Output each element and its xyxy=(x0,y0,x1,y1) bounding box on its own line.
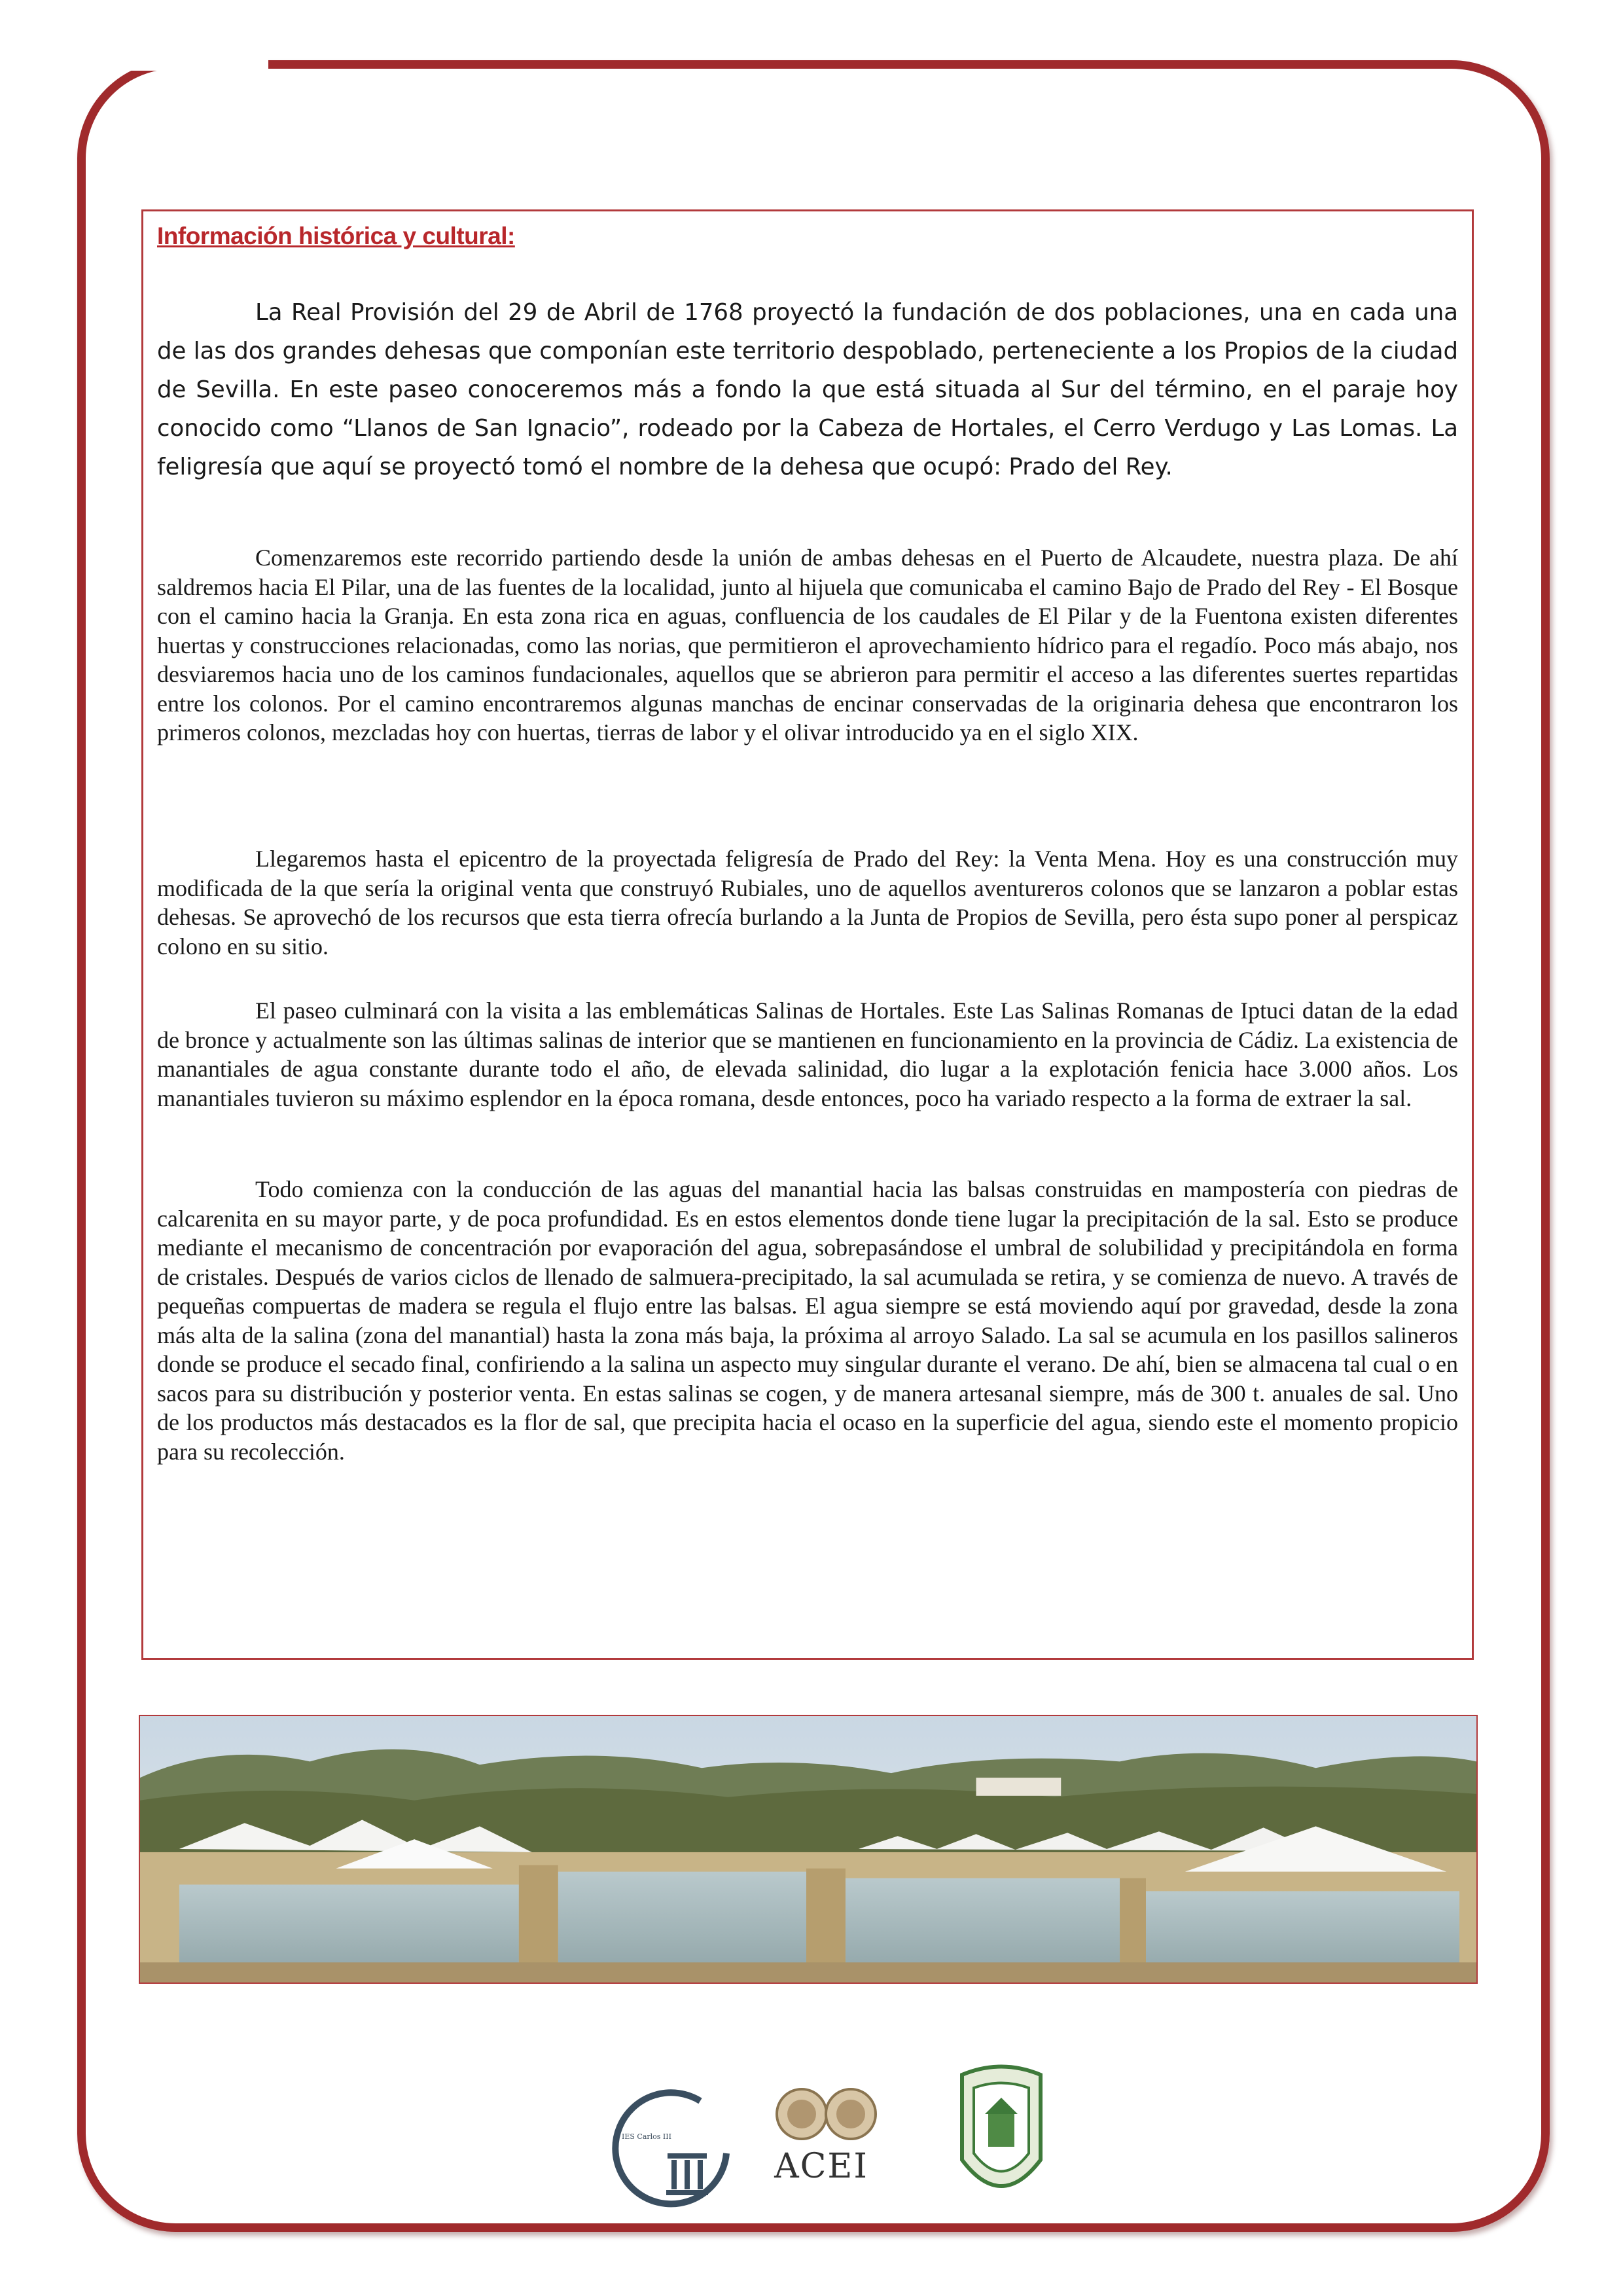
section-heading: Información histórica y cultural: xyxy=(157,223,515,249)
paragraph-intro: La Real Provisión del 29 de Abril de 1768 proyectó la fundación de dos poblaciones, una en cada una de las dos grandes dehesas que componían este territorio despoblado, perteneciente a los Propios de la ciudad de Sevilla. En este paseo conoceremos más a fondo la que está situada al Sur del término, en el paraje hoy conocido como “Llanos de San Ignacio”, rodeado por la Cabeza de Hortales, el Cerro Verdugo y Las Lomas. La feligresía que aquí se proyectó tomó el nombre de la dehesa que ocupó: Prado del Rey. xyxy=(157,299,1458,480)
paragraph-salt-process: Todo comienza con la conducción de las aguas del manantial hacia las balsas construidas en mampostería con piedras de calcarenita en su mayor parte, y de poca profundidad. Es en estos elementos donde tiene lugar la precipitación de la sal. Esto se produce mediante el mecanismo de concentración por evaporación del agua, sobrepasándose el umbral de solubilidad y precipitándola en forma de cristales. Después de varios ciclos de llenado de salmuera-precipitado, la sal acumulada se retira, y se comienza de nuevo. A través de pequeñas compuertas de madera se regula el flujo entre las balsas. El agua siempre se está moviendo aquí por gravedad, desde la zona más alta de la salina (zona del manantial) hasta la zona más baja, la próxima al arroyo Salado. La sal se acumula en los pasillos salineros donde se produce el secado final, confiriendo a la salina un aspecto muy singular durante el verano. De ahí, bien se almacena tal cual o en sacos para su distribución y posterior venta. En estas salinas se cogen, y de manera artesanal siempre, más de 300 t. anuales de sal. Uno de los productos más destacados es la flor de sal, que precipita hacia el ocaso en la superficie del agua, siendo este el momento propicio para su recolección. xyxy=(157,1176,1458,1465)
ies-carlos-iii-logo xyxy=(602,2075,740,2212)
acei-logo-text: ACEI xyxy=(774,2147,868,2186)
ies-logo-text: IES Carlos III xyxy=(622,2132,671,2141)
paragraph-salinas: El paseo culminará con la visita a las emblemáticas Salinas de Hortales. Este Las Salinas Romanas de Iptuci datan de la edad de bronce y actualmente son las últimas salinas de interior que se mantienen en funcionamiento en la provincia de Cádiz. La existencia de manantiales de agua constante durante todo el año, de elevada salinidad, dio lugar a la explotación fenicia hace 3.000 años. Los manantiales tuvieron su máximo esplendor en la época romana, desde entonces, poco ha variado respecto a la forma de extraer la sal. xyxy=(157,997,1458,1111)
salinas-photo xyxy=(139,1715,1478,1984)
frame-gap xyxy=(92,47,268,71)
paragraph-route-start: Comenzaremos este recorrido partiendo desde la unión de ambas dehesas en el Puerto de Alcaudete, nuestra plaza. De ahí saldremos hacia El Pilar, una de las fuentes de la localidad, junto al hijuela que comunicaba el camino Bajo de Prado del Rey - El Bosque con el camino hacia la Granja. En esta zona rica en aguas, confluencia de los caudales de El Pilar y de la Fuentona existen diferentes huertas y construcciones relacionadas, como las norias, que permitieron el aprovechamiento hídrico para el regadío. Poco más abajo, nos desviaremos hacia uno de los caminos fundacionales, aquellos que se abrieron para permitir el acceso a las diferentes suertes repartidas entre los colonos. Por el camino encontraremos algunas manchas de encinar conservadas de la originaria dehesa que encontraron los primeros colonos, mezcladas hoy con huertas, tierras de labor y el olivar introducido ya en el siglo XIX. xyxy=(157,545,1458,745)
acei-logo xyxy=(766,2081,962,2193)
town-seal-logo xyxy=(955,2062,1047,2206)
paragraph-venta-mena: Llegaremos hasta el epicentro de la proyectada feligresía de Prado del Rey: la Venta Mena. Hoy es una construcción muy modificada de la que sería la original venta que construyó Rubiales, uno de aquellos aventureros colonos que se lanzaron a poblar estas dehesas. Se aprovechó de los recursos que esta tierra ofrecía burlando a la Junta de Propios de Sevilla, pero ésta supo poner al perspicaz colono en su sitio. xyxy=(157,846,1458,960)
